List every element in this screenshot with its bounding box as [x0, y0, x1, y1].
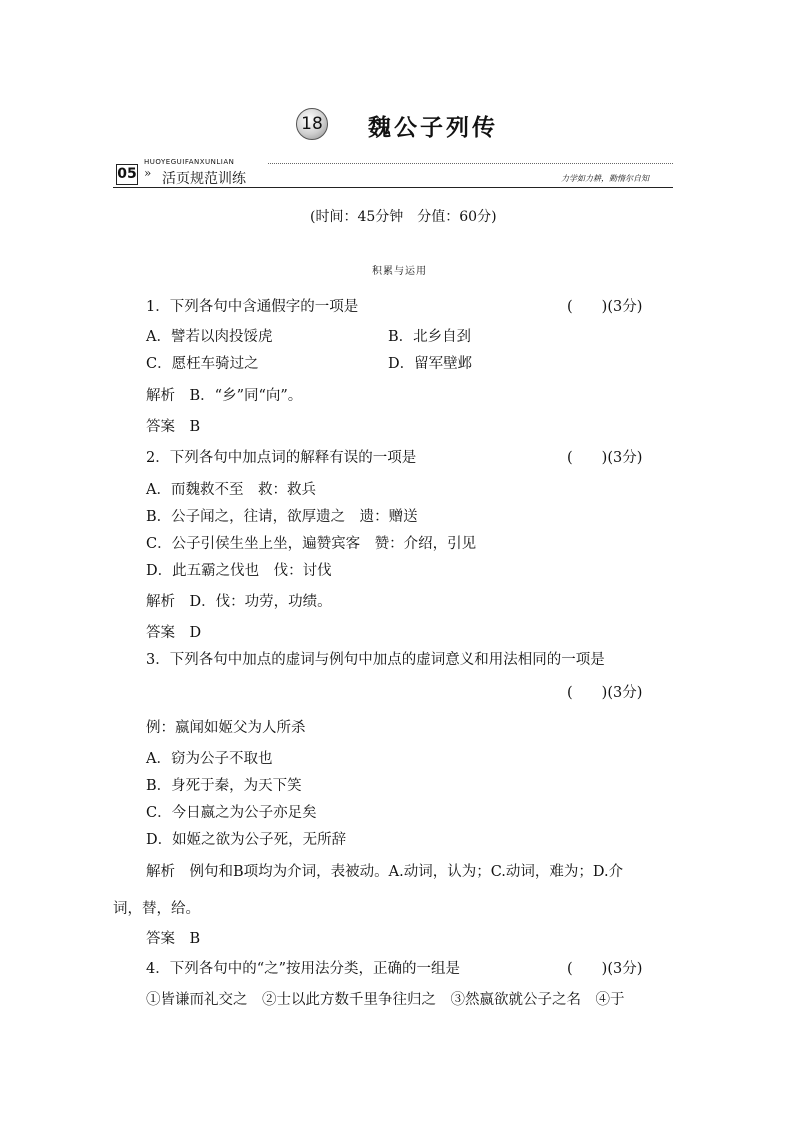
- q1-score: ( )(3分): [567, 299, 643, 315]
- q3-stem: 3．下列各句中加点的虚词与例句中加点的虚词意义和用法相同的一项是: [146, 652, 605, 668]
- section-arrow-icon: »: [144, 166, 152, 180]
- answer-label: 答案: [146, 419, 175, 435]
- chapter-number-badge: 18: [296, 108, 328, 140]
- subheading: 积累与运用: [372, 266, 427, 277]
- time-score-info: (时间：45分钟 分值：60分): [310, 209, 497, 225]
- analysis-label: 解析: [146, 388, 175, 404]
- analysis-text: B．“乡”同“向”。: [189, 388, 303, 404]
- q3-example: 例：嬴闻如姬父为人所杀: [146, 720, 306, 736]
- analysis-label: 解析: [146, 594, 175, 610]
- q3-option-c: C．今日嬴之为公子亦足矣: [146, 805, 317, 821]
- analysis-text: 例句和B项均为介词，表被动。A.动词，认为；C.动词，难为；D.介: [189, 864, 624, 880]
- answer-value: B: [189, 931, 201, 947]
- q1-option-b: B．北乡自刭: [388, 329, 472, 345]
- section-label: 活页规范训练: [162, 171, 246, 187]
- q4-stem: 4．下列各句中的“之”按用法分类，正确的一组是: [146, 961, 461, 977]
- section-motto: 力学如力耕，勤惰尔自知: [561, 174, 649, 183]
- q1-analysis: [146, 384, 302, 405]
- q1-option-a: A．譬若以肉投馁虎: [146, 329, 273, 345]
- q2-option-c: C．公子引侯生坐上坐，遍赞宾客 赞：介绍，引见: [146, 536, 477, 552]
- q1-option-c: C．愿枉车骑过之: [146, 356, 259, 372]
- analysis-text: D．伐：功劳，功绩。: [189, 594, 332, 610]
- section-dotted-rule: [268, 163, 673, 164]
- q3-analysis-cont: 词，替，给。: [113, 901, 200, 917]
- q1-stem: 1．下列各句中含通假字的一项是: [146, 299, 359, 315]
- q4-score: ( )(3分): [567, 961, 643, 977]
- q2-option-d: D．此五霸之伐也 伐：讨伐: [146, 563, 332, 579]
- q4-items: ①皆谦而礼交之 ②士以此方数千里争往归之 ③然嬴欲就公子之名 ④于: [146, 992, 625, 1008]
- q2-answer: [146, 621, 201, 642]
- answer-label: 答案: [146, 625, 175, 641]
- q2-option-b: B．公子闻之，往请，欲厚遗之 遗：赠送: [146, 509, 418, 525]
- q2-stem: 2．下列各句中加点词的解释有误的一项是: [146, 450, 417, 466]
- analysis-label: 解析: [146, 864, 175, 880]
- q3-option-d: D．如姬之欲为公子死，无所辞: [146, 832, 347, 848]
- answer-label: 答案: [146, 931, 175, 947]
- section-number: 05: [116, 164, 138, 185]
- q1-answer: [146, 415, 200, 436]
- answer-value: D: [189, 625, 202, 641]
- chapter-title-text: 魏公子列传: [368, 114, 498, 141]
- q3-answer: [146, 927, 200, 948]
- q1-option-d: D．留军壁邺: [388, 356, 473, 372]
- q2-analysis: [146, 590, 332, 611]
- q2-option-a: A．而魏救不至 救：救兵: [146, 482, 316, 498]
- section-divider: [113, 187, 673, 188]
- q3-option-a: A．窃为公子不取也: [146, 751, 273, 767]
- q2-score: ( )(3分): [567, 450, 643, 466]
- section-pinyin: HUOYEGUIFANXUNLIAN: [144, 158, 235, 166]
- q3-option-b: B．身死于秦，为天下笑: [146, 778, 302, 794]
- answer-value: B: [189, 419, 201, 435]
- q3-score: ( )(3分): [567, 685, 643, 701]
- q3-analysis: [146, 860, 623, 881]
